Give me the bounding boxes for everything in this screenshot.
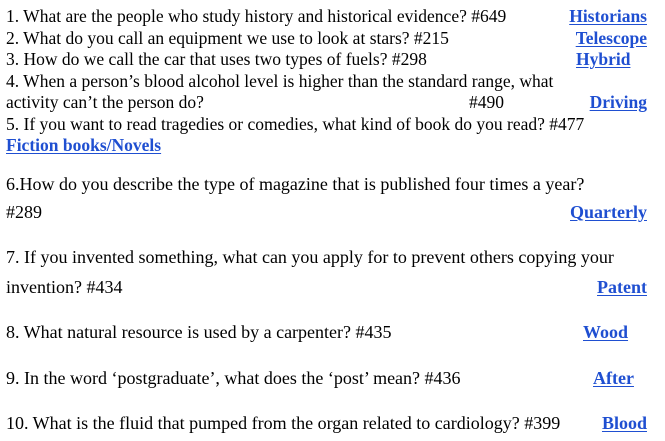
question-7-text-line-2: invention? #434	[6, 277, 123, 297]
answer-7-link[interactable]: Patent	[597, 277, 647, 297]
question-5-text: 5. If you want to read tragedies or comedies, what kind of book do you read? #477	[6, 114, 585, 134]
answer-1-link[interactable]: Historians	[569, 6, 647, 26]
question-1-text: 1. What are the people who study history and historical evidence? #649	[6, 6, 507, 26]
answer-6-link[interactable]: Quarterly	[570, 202, 647, 222]
question-9-text: 9. In the word ‘postgraduate’, what does the ‘post’ mean? #436	[6, 368, 461, 388]
answer-10-link[interactable]: Blood	[601, 413, 647, 433]
answer-2-link[interactable]: Telescope	[575, 28, 647, 48]
answer-5-link[interactable]: Fiction books/Novels	[6, 135, 162, 155]
question-4-number: #490	[469, 92, 504, 112]
question-4-text-line-2: activity can’t the person do?	[6, 92, 204, 112]
question-10-text: 10. What is the fluid that pumped from the organ related to cardiology? #399	[6, 413, 561, 433]
question-2-text: 2. What do you call an equipment we use to look at stars? #215	[6, 28, 449, 48]
question-8-text: 8. What natural resource is used by a carpenter? #435	[6, 322, 392, 342]
question-4-text-line-1: 4. When a person’s blood alcohol level is higher than the standard range, what	[6, 71, 554, 91]
answer-9-link[interactable]: After	[593, 368, 634, 388]
question-6-text-line-1: 6.How do you describe the type of magazine that is published four times a year?	[6, 174, 585, 194]
question-7-text-line-1: 7. If you invented something, what can you apply for to prevent others copying your	[6, 247, 614, 267]
question-6-number: #289	[6, 202, 42, 222]
question-3-text: 3. How do we call the car that uses two types of fuels? #298	[6, 49, 427, 69]
answer-4-link[interactable]: Driving	[589, 92, 647, 112]
answer-3-link[interactable]: Hybrid	[576, 49, 631, 69]
answer-8-link[interactable]: Wood	[583, 322, 629, 342]
